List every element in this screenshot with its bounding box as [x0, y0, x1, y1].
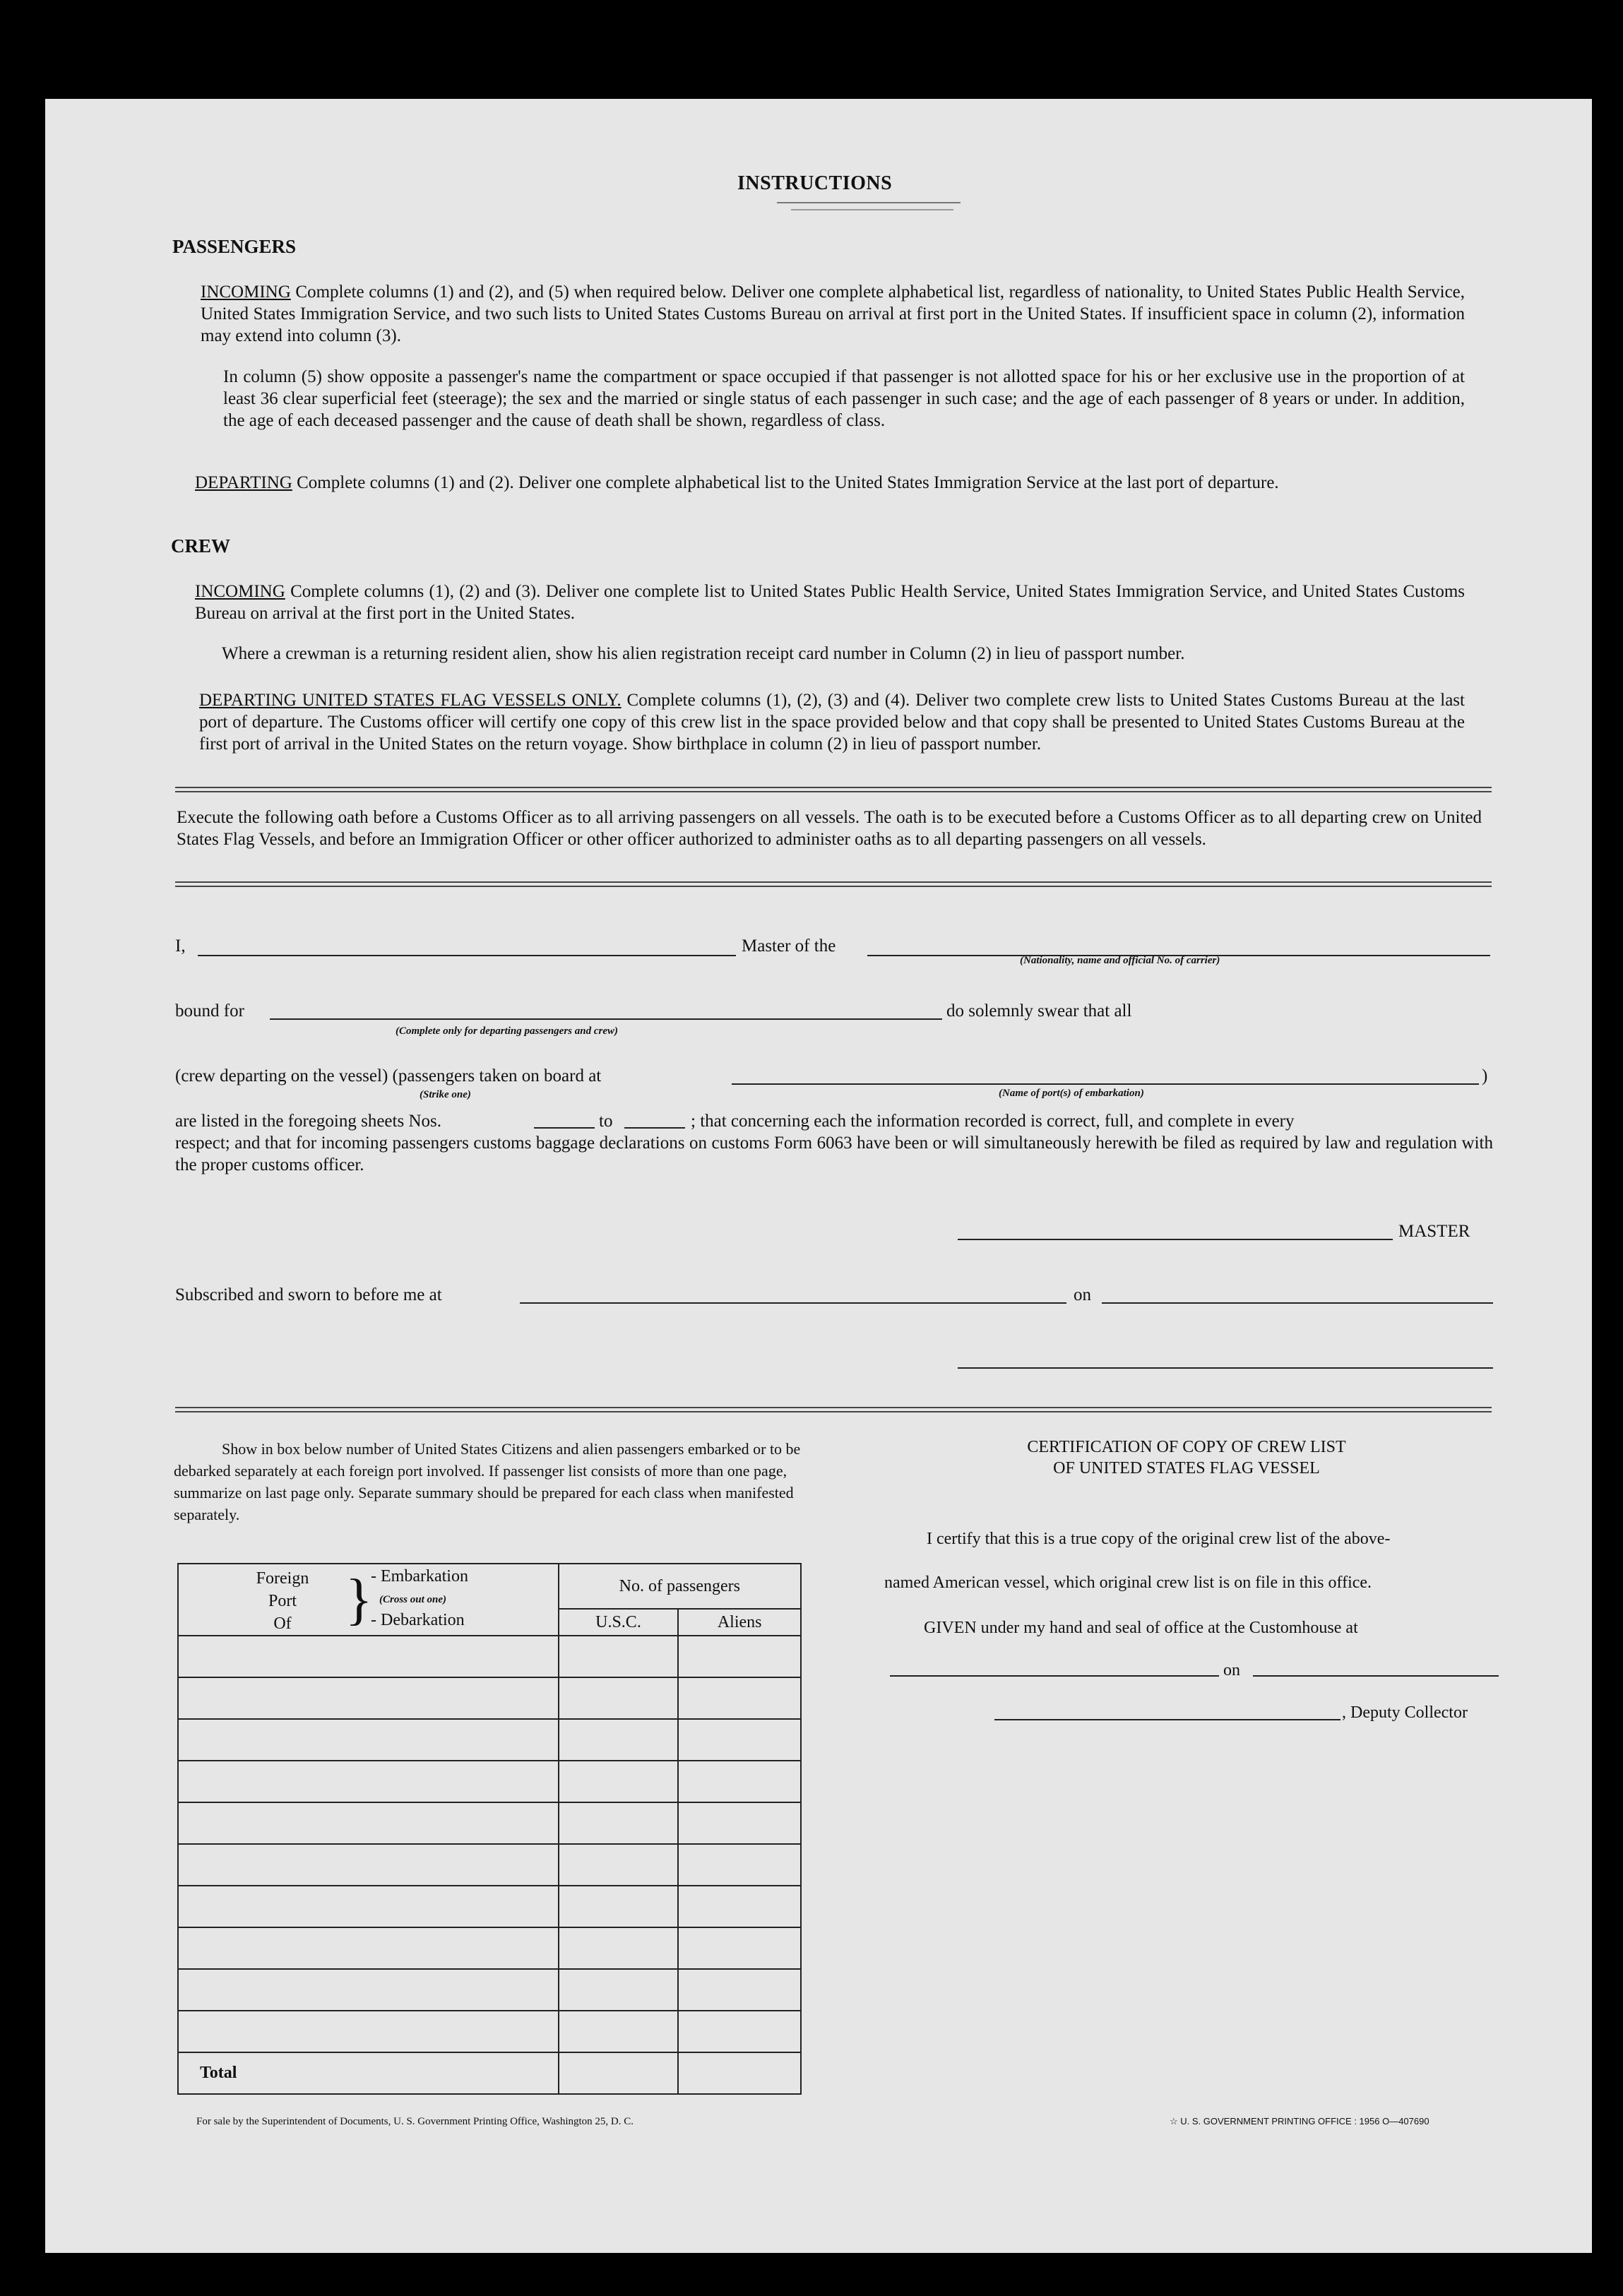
close-paren: ) [1482, 1066, 1488, 1085]
table-row [178, 1761, 801, 1802]
oath-instruction: Execute the following oath before a Customs Officer as to all arriving passengers on all vessels. The oath is to be executed before a Customs Officer as to all departing crew on United States Flag Vessels, and before an Immigration Officer or other officer authorized to administer oaths as to all departing passengers on all vessels. [177, 808, 1482, 849]
divider [175, 787, 1492, 792]
debarkation-label: - Debarkation [371, 1611, 465, 1629]
incoming-label: INCOMING [201, 282, 291, 302]
certification-line-1: I certify that this is a true copy of the original crew list of the above- [927, 1530, 1391, 1548]
embarkation-port-field[interactable] [732, 1083, 1479, 1085]
port-cell[interactable] [178, 1636, 559, 1677]
bound-caption: (Complete only for departing passengers and crew) [396, 1025, 618, 1037]
table-row [178, 1636, 801, 1677]
port-cell[interactable] [178, 1802, 559, 1844]
divider [175, 881, 1492, 887]
departing-text: Complete columns (1) and (2). Deliver one complete alphabetical list to the United States Immigration Service at the last port of departure. [297, 473, 1279, 492]
summary-instruction-text: Show in box below number of United States Citizens and alien passengers embarked or to be debarked separately at each foreign port involved. If passenger list consists of more than one page, summarize on last page only. Separate summary should be prepared for each class when manifested separately. [174, 1440, 801, 1523]
officer-signature-field[interactable] [958, 1367, 1493, 1369]
swear-label: do solemnly swear that all [946, 1001, 1132, 1021]
aliens-cell[interactable] [678, 1719, 801, 1761]
usc-header: U.S.C. [559, 1609, 679, 1636]
usc-cell[interactable] [559, 1761, 679, 1802]
sworn-place-field[interactable] [520, 1302, 1066, 1304]
usc-cell[interactable] [559, 1969, 679, 2011]
summary-instruction [174, 1438, 801, 1525]
sheets-to-field[interactable] [624, 1127, 685, 1129]
crew-incoming-text: Complete columns (1), (2) and (3). Deliver one complete list to United States Public Health Service, United States Immigration Service, and United States Customs Bureau on arrival at the first port in the United States. [195, 582, 1465, 623]
table-row [178, 1969, 801, 2011]
certification-heading-2: OF UNITED STATES FLAG VESSEL [1053, 1459, 1320, 1477]
subscribed-label: Subscribed and sworn to before me at [175, 1285, 442, 1304]
aliens-cell[interactable] [678, 1927, 801, 1969]
usc-cell[interactable] [559, 2011, 679, 2052]
total-label: Total [178, 2052, 559, 2094]
master-name-field[interactable] [198, 955, 736, 956]
master-signature-field[interactable] [958, 1239, 1393, 1240]
carrier-caption: (Nationality, name and official No. of carrier) [1020, 955, 1220, 966]
usc-cell[interactable] [559, 1719, 679, 1761]
table-row [178, 2011, 801, 2052]
usc-cell[interactable] [559, 1844, 679, 1886]
port-cell[interactable] [178, 1886, 559, 1927]
title-underline [777, 202, 961, 203]
port-label: Port [268, 1592, 297, 1610]
usc-cell[interactable] [559, 1802, 679, 1844]
crew-incoming-paragraph [195, 581, 1465, 624]
crew-incoming-label: INCOMING [195, 582, 285, 601]
aliens-cell[interactable] [678, 1802, 801, 1844]
column5-paragraph: In column (5) show opposite a passenger's name the compartment or space occupied if that passenger is not allotted space for his or her exclusive use in the proportion of at least 36 clear superficial feet (steerage); the sex and the married or single status of each passenger in such case; and the age of each passenger of 8 years or under. In addition, the age of each deceased passenger and the cause of death shall be shown, regardless of class. [223, 367, 1465, 430]
listed-pre: are listed in the foregoing sheets Nos. [175, 1112, 441, 1131]
table-row [178, 1677, 801, 1719]
total-aliens-cell[interactable] [678, 2052, 801, 2094]
strike-caption: (Strike one) [420, 1089, 471, 1100]
table-row [178, 1844, 801, 1886]
total-row [178, 2052, 801, 2094]
master-label: MASTER [1398, 1222, 1470, 1241]
port-caption: (Name of port(s) of embarkation) [999, 1088, 1144, 1099]
crew-departing-label: DEPARTING UNITED STATES FLAG VESSELS ONLY. [199, 691, 622, 710]
aliens-cell[interactable] [678, 1636, 801, 1677]
crew-departing-label: (crew departing on the vessel) (passengers taken on board at [175, 1066, 602, 1085]
port-cell[interactable] [178, 1719, 559, 1761]
port-cell[interactable] [178, 1677, 559, 1719]
certification-heading-1: CERTIFICATION OF COPY OF CREW LIST [1027, 1438, 1346, 1456]
usc-cell[interactable] [559, 1636, 679, 1677]
page-title: INSTRUCTIONS [737, 172, 893, 194]
foreign-port-header [178, 1564, 559, 1636]
sheets-from-field[interactable] [534, 1127, 595, 1129]
listed-rest: respect; and that for incoming passengers customs baggage declarations on customs Form 6063 have been or will simultaneously herewith be filed as required by law and regulation with the proper customs officer. [175, 1134, 1493, 1174]
passengers-departing-paragraph [195, 472, 1465, 494]
departing-label: DEPARTING [195, 473, 292, 492]
table-row [178, 1802, 801, 1844]
bound-for-field[interactable] [270, 1018, 942, 1020]
foreign-label: Foreign [256, 1569, 309, 1588]
divider [175, 1407, 1492, 1412]
of-label: Of [273, 1614, 292, 1633]
table-row [178, 1927, 801, 1969]
title-underline [791, 209, 953, 210]
crew-departing-paragraph [199, 689, 1465, 755]
aliens-cell[interactable] [678, 2011, 801, 2052]
listed-post: ; that concerning each the information recorded is correct, full, and complete in every [691, 1112, 1295, 1131]
crew-heading: CREW [171, 535, 231, 557]
port-cell[interactable] [178, 1761, 559, 1802]
aliens-cell[interactable] [678, 1761, 801, 1802]
deputy-collector-label: , Deputy Collector [1342, 1703, 1468, 1722]
listed-to: to [599, 1112, 613, 1131]
usc-cell[interactable] [559, 1677, 679, 1719]
passenger-summary-table [177, 1563, 802, 2095]
master-of-label: Master of the [742, 936, 836, 956]
aliens-cell[interactable] [678, 1886, 801, 1927]
sworn-on-label: on [1074, 1285, 1091, 1304]
certification-line-2: named American vessel, which original crew list is on file in this office. [884, 1574, 1372, 1592]
sworn-date-field[interactable] [1102, 1302, 1493, 1304]
footer-right: ☆ U. S. GOVERNMENT PRINTING OFFICE : 1956 O—407690 [1170, 2116, 1429, 2127]
aliens-cell[interactable] [678, 1844, 801, 1886]
aliens-header: Aliens [678, 1609, 801, 1636]
resident-alien-paragraph: Where a crewman is a returning resident alien, show his alien registration receipt card number in Column (2) in lieu of passport number. [222, 644, 1185, 663]
table-row [178, 1886, 801, 1927]
deputy-signature-field[interactable] [994, 1719, 1340, 1720]
table-row [178, 1719, 801, 1761]
aliens-cell[interactable] [678, 1677, 801, 1719]
usc-cell[interactable] [559, 1886, 679, 1927]
cross-out-caption: (Cross out one) [379, 1594, 447, 1605]
total-usc-cell[interactable] [559, 2052, 679, 2094]
brace-icon: } [345, 1569, 373, 1631]
usc-cell[interactable] [559, 1927, 679, 1969]
port-cell[interactable] [178, 1969, 559, 2011]
passengers-heading: PASSENGERS [172, 236, 297, 257]
bound-for-label: bound for [175, 1001, 244, 1021]
certification-line-3: GIVEN under my hand and seal of office at the Customhouse at [924, 1619, 1358, 1637]
embarkation-label: - Embarkation [371, 1567, 468, 1586]
no-passengers-header: No. of passengers [559, 1564, 801, 1609]
certification-on-label: on [1223, 1661, 1240, 1679]
aliens-cell[interactable] [678, 1969, 801, 2011]
certification-date-field[interactable] [1253, 1675, 1499, 1677]
footer-left: For sale by the Superintendent of Documents, U. S. Government Printing Office, Washington 25, D. C. [196, 2116, 634, 2127]
customhouse-field[interactable] [890, 1675, 1219, 1677]
incoming-text: Complete columns (1) and (2), and (5) when required below. Deliver one complete alphabetical list, regardless of nationality, to United States Public Health Service, United States Immigration Service, and two such lists to United States Customs Bureau on arrival at first port in the United States. If insufficient space in column (2), information may extend into column (3). [201, 282, 1466, 345]
crew-departing-text: Complete columns (1), (2), (3) and (4). Deliver two complete crew lists to United States Customs Bureau at the last port of departure. The Customs officer will certify one copy of this crew list in the space provided below and that copy shall be presented to United States Customs Bureau at the first port of arrival in the United States on the return voyage. Show birthplace in column (2) in lieu of passport number. [199, 691, 1465, 754]
passengers-incoming-paragraph [201, 281, 1465, 347]
i-label: I, [175, 936, 186, 956]
port-cell[interactable] [178, 2011, 559, 2052]
port-cell[interactable] [178, 1927, 559, 1969]
port-cell[interactable] [178, 1844, 559, 1886]
